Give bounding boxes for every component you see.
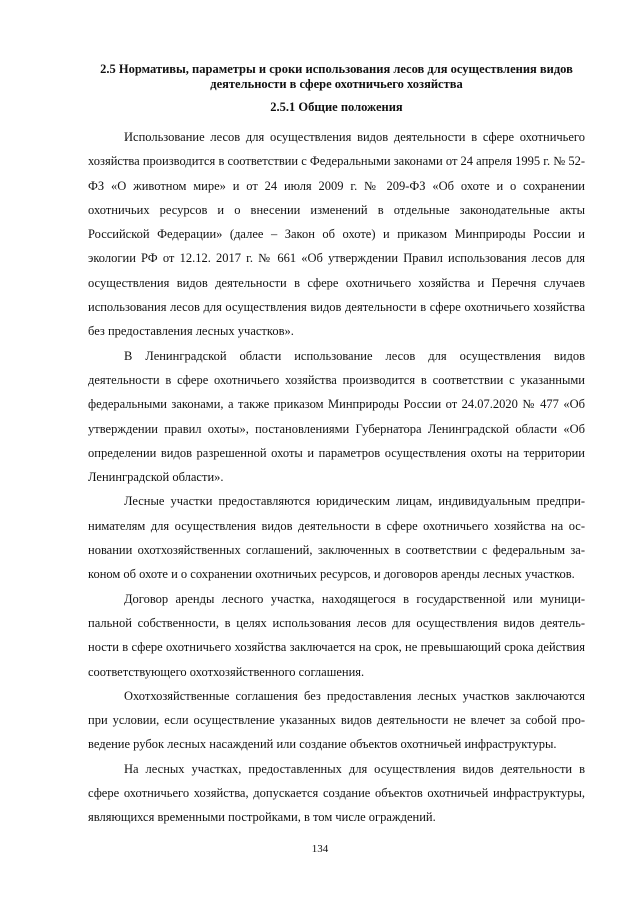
paragraph-legal-basis: Использование лесов для осуществления видов деятельности в сфере охотничьего хозяйства производится в соответствии с Федеральными законами от 24 апреля 1995 г. № 52-ФЗ «О животном мире» и от 24 июля 2009 г. № 209-ФЗ «Об охоте и о сохранении охотничьих ресурсов и о внесении изменений в отдельные законодательные акты Российской Федерации» (далее – Закон об охоте) и приказом Минприроды России и экологии РФ от 12.12. 2017 г. № 661 «Об утверждении Правил использования лесов для осуществления видов деятельности в сфере охотничьего хозяйства и Перечня случаев использования лесов для осуществления видов деятельности в сфере охотничьего хозяйства без предоставления лесных участков». xyxy=(88,130,585,339)
paragraph-lease-agreement: Договор аренды лесного участка, находящегося в государственной или муниципальной собственности, в целях использования лесов для осуществления видов деятельности в сфере охотничьего хозяйства заключается на срок, не превышающий срока действия соответствующего охотхозяйственного соглашения. xyxy=(88,591,585,679)
section-title xyxy=(88,62,585,92)
page-number: 134 xyxy=(311,843,329,855)
body-text xyxy=(88,125,585,830)
subsection-title: 2.5.1 Общие положения xyxy=(270,100,403,114)
section-title-line-1: 2.5 Нормативы, параметры и сроки использования лесов для осуществления видов xyxy=(100,62,573,76)
paragraph-infrastructure: На лесных участках, предоставленных для осуществления видов деятельности в сфере охотничьего хозяйства, допускается создание объектов охотничьей инфраструктуры, являющихся временными постройками, в том числе ограждений. xyxy=(88,761,585,825)
paragraph-leningrad-region: В Ленинградской области использование лесов для осуществления видов деятельности в сфере охотничьего хозяйства производится в соответствии с указанными федеральными законами, а также приказом Минприроды России от 24.07.2020 № 477 «Об утверждении правил охоты», постановлениями Губернатора Ленинградской области «Об определении видов разрешенной охоты и параметров осуществления охоты на территории Ленинградской области». xyxy=(88,348,585,485)
section-title-line-2: деятельности в сфере охотничьего хозяйства xyxy=(210,77,463,91)
paragraph-land-plots-provision: Лесные участки предоставляются юридическим лицам, индивидуальным предпринимателям для осуществления видов деятельности в сфере охотничьего хозяйства на основании охотхозяйственных соглашений, заключенных в соответствии с федеральным законом об охоте и о сохранении охотничьих ресурсов, и договоров аренды лесных участков. xyxy=(88,494,585,582)
paragraph-agreements-without-plots: Охотхозяйственные соглашения без предоставления лесных участков заключаются при условии, если осуществление указанных видов деятельности не влечет за собой проведение рубок лесных насаждений или создание объектов охотничьей инфраструктуры. xyxy=(88,688,585,752)
